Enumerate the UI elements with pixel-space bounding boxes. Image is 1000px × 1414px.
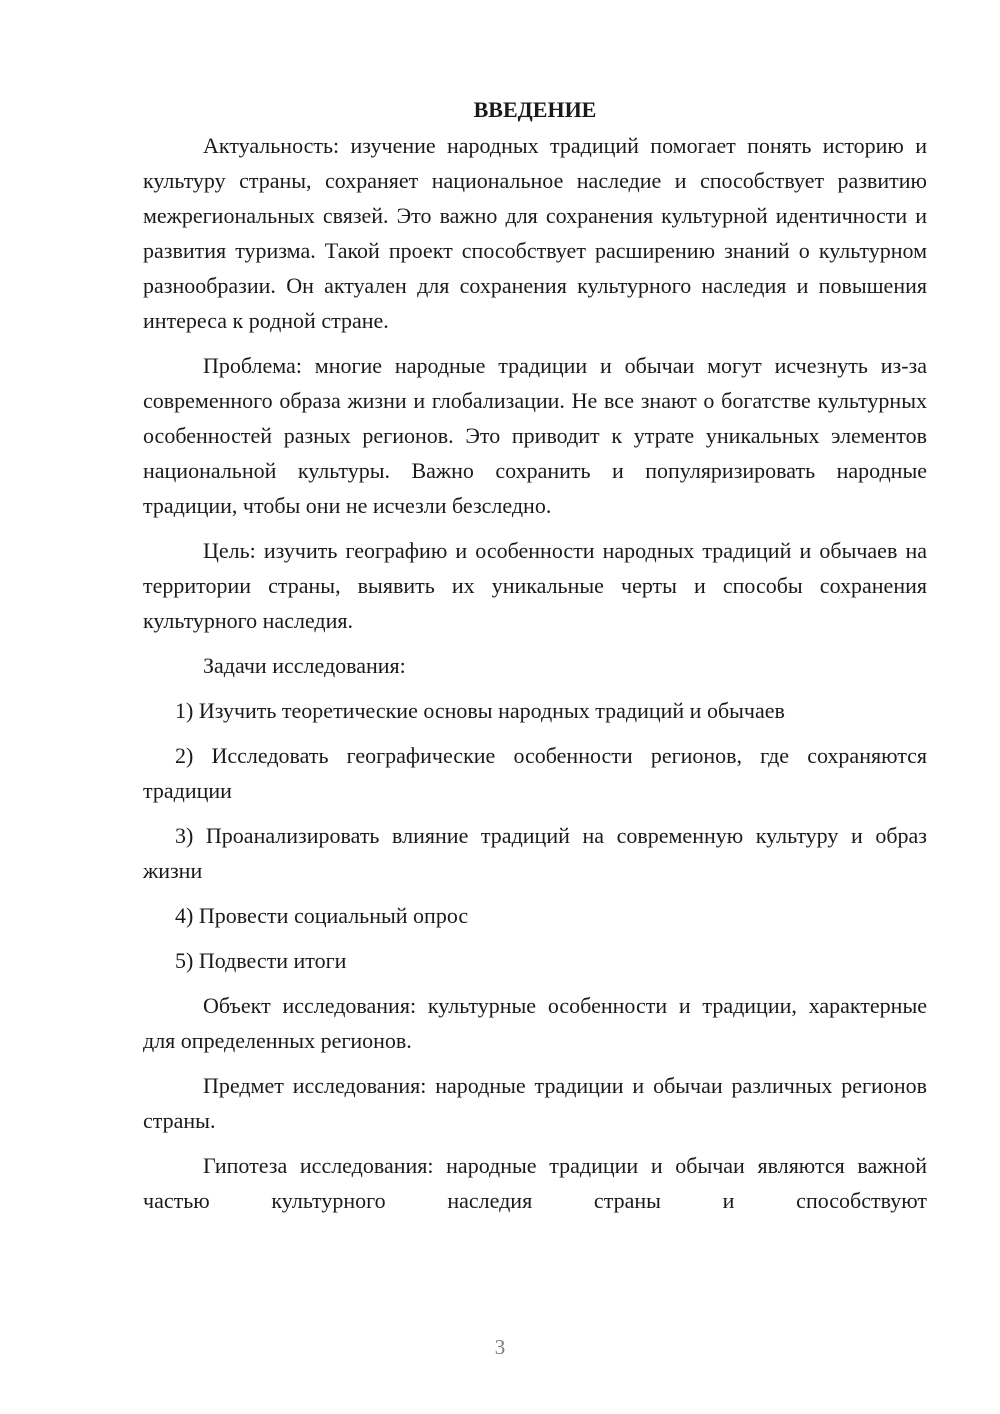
page-title: ВВЕДЕНИЕ bbox=[473, 97, 597, 122]
list-item-task-3: 3) Проанализировать влияние традиций на современную культуру и образ жизни bbox=[143, 823, 927, 883]
page-number: 3 bbox=[494, 1335, 506, 1359]
list-item-task-4: 4) Провести социальный опрос bbox=[175, 903, 469, 928]
paragraph-problem: Проблема: многие народные традиции и обычаи могут исчезнуть из-за современного образа жизни и глобализации. Не все знают о богатстве культурных особенностей разных регионов. Это приводит к утрате уникальных элементов национальной культуры. Важно сохранить и популяризировать народные традиции, чтобы они не исчезли безследно. bbox=[143, 353, 927, 518]
list-item-task-2: 2) Исследовать географические особенности регионов, где сохраняются традиции bbox=[143, 743, 927, 803]
paragraph-goal: Цель: изучить географию и особенности народных традиций и обычаев на территории страны, выявить их уникальные черты и способы сохранения культурного наследия. bbox=[143, 538, 927, 633]
list-item-task-1: 1) Изучить теоретические основы народных традиций и обычаев bbox=[175, 698, 785, 723]
paragraph-object: Объект исследования: культурные особенности и традиции, характерные для определенных регионов. bbox=[143, 993, 927, 1053]
paragraph-subject: Предмет исследования: народные традиции и обычаи различных регионов страны. bbox=[143, 1073, 927, 1133]
list-item-task-5: 5) Подвести итоги bbox=[175, 948, 347, 973]
document-page bbox=[143, 92, 927, 1228]
paragraph-relevance: Актуальность: изучение народных традиций помогает понять историю и культуру страны, сохраняет национальное наследие и способствует развитию межрегиональных связей. Это важно для сохранения культурной идентичности и развития туризма. Такой проект способствует расширению знаний о культурном разнообразии. Он актуален для сохранения культурного наследия и повышения интереса к родной стране. bbox=[143, 133, 927, 333]
paragraph-hypothesis: Гипотеза исследования: народные традиции и обычаи являются важной частью культурного наследия страны и способствуют bbox=[143, 1153, 927, 1213]
paragraph-tasks-heading: Задачи исследования: bbox=[203, 653, 406, 678]
